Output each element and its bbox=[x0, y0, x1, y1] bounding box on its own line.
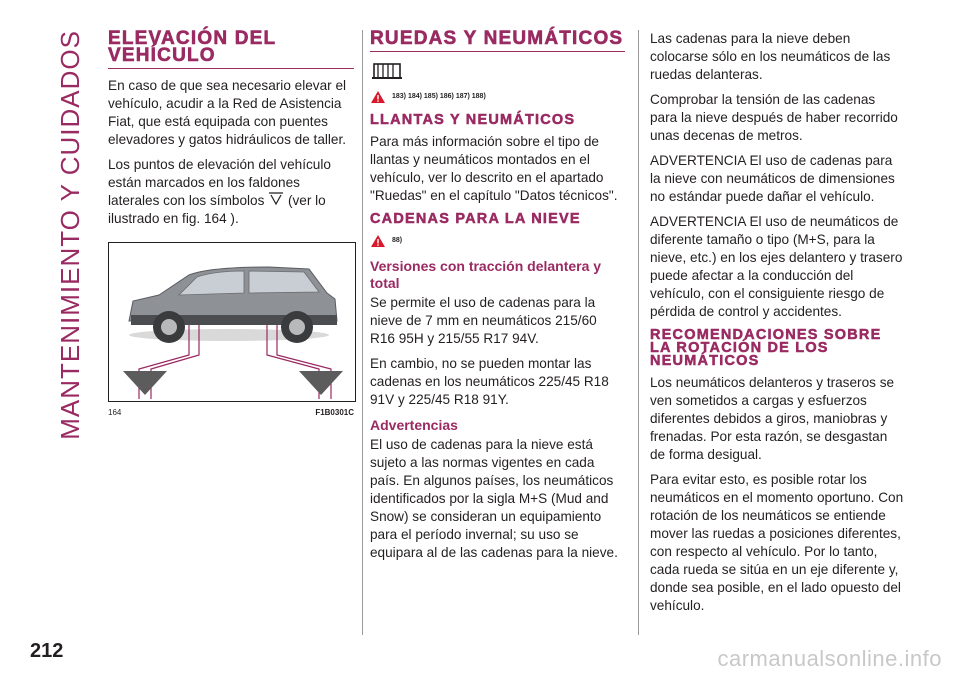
references-row bbox=[370, 232, 625, 250]
column-divider bbox=[638, 30, 639, 635]
paragraph: Las cadenas para la nieve deben colocarse sólo en los neumáticos de las ruedas delanteras. bbox=[650, 31, 891, 82]
paragraph: Para más información sobre el tipo de llantas y neumáticos montados en el vehículo, ver lo descrito en el apartado "Ruedas" en el capítulo "Datos técnicos". bbox=[370, 134, 618, 203]
paragraph: En cambio, no se pueden montar las cadenas en los neumáticos 225/45 R18 91V y 225/45 R18 91Y. bbox=[370, 356, 609, 407]
column-chains-rotation bbox=[650, 30, 905, 622]
heading-traction-versions: Versiones con tracción delantera y total bbox=[370, 258, 602, 291]
paragraph: Se permite el uso de cadenas para la nieve de 7 mm en neumáticos 215/60 R16 95H y 215/55 R17 94V. bbox=[370, 295, 597, 346]
subheading-snow-chains: CADENAS PARA LA NIEVE bbox=[370, 211, 581, 227]
column-wheels-tires bbox=[370, 30, 625, 569]
figure-code: F1B0301C bbox=[315, 408, 354, 417]
section-heading-lifting: ELEVACIÓN DEL VEHÍCULO bbox=[108, 30, 354, 69]
paragraph bbox=[108, 156, 354, 228]
chapter-title-text: MANTENIMIENTO Y CUIDADOS bbox=[54, 30, 85, 440]
reference-numbers: 88) bbox=[392, 237, 403, 244]
references-row bbox=[370, 88, 625, 106]
reference-numbers: 183) 184) 185) 186) 187) 188) bbox=[392, 93, 486, 100]
tire-chain-icon bbox=[370, 60, 404, 82]
subheading-rims-tires: LLANTAS Y NEUMÁTICOS bbox=[370, 112, 576, 128]
paragraph: Los neumáticos delanteros y traseros se ven sometidos a cargas y esfuerzos diferentes debidos a giros, maniobras y frenadas. Por esta razón, se desgastan de forma desigual. bbox=[650, 375, 895, 462]
page-number: 212 bbox=[30, 640, 64, 662]
paragraph: ADVERTENCIA El uso de neumáticos de diferente tamaño o tipo (M+S, para la nieve, etc.) en los ejes delantero y trasero puede afectar a la conducción del vehículo, con el consiguiente riesgo de pérdida de control y accidentes. bbox=[650, 214, 903, 319]
heading-warnings: Advertencias bbox=[370, 417, 458, 433]
paragraph: El uso de cadenas para la nieve está sujeto a las normas vigentes en cada país. En algunos países, los neumáticos identificados por la sigla M+S (Mud and Snow) se consideran un equipamiento para el período invernal; su uso se equipara al de las cadenas para la nieve. bbox=[370, 437, 618, 560]
warning-triangle-icon bbox=[370, 90, 386, 104]
paragraph-text: Los puntos de elevación del vehículo están marcados en los faldones laterales con los símbolos bbox=[108, 157, 331, 208]
paragraph-text: (ver lo ilustrado en fig. 164 ). bbox=[108, 193, 326, 226]
paragraph: ADVERTENCIA El uso de cadenas para la nieve con neumáticos de dimensiones no estándar puede dañar el vehículo. bbox=[650, 153, 895, 204]
column-divider bbox=[362, 30, 363, 635]
vehicle-illustration bbox=[109, 243, 355, 401]
figure-vehicle-lift-points bbox=[108, 242, 356, 402]
figure-number: 164 bbox=[108, 408, 122, 417]
watermark: carmanualsonline.info bbox=[717, 646, 942, 671]
figure-caption bbox=[108, 404, 354, 422]
paragraph: Para evitar esto, es posible rotar los neumáticos en el momento oportuno. Con rotación de los neumáticos se entiende mover las ruedas a posiciones diferentes, con respecto al vehículo. Por lo tanto, cada rueda se sitúa en un eje diferente y, donde sea posible, en el lado opuesto del vehículo. bbox=[650, 472, 904, 613]
chapter-side-title bbox=[50, 30, 90, 440]
lift-point-symbol-icon bbox=[268, 192, 284, 206]
column-lifting bbox=[108, 30, 354, 422]
paragraph: Comprobar la tensión de las cadenas para la nieve después de haber recorrido unas decenas de metros. bbox=[650, 92, 898, 143]
tire-chain-icon-row bbox=[370, 60, 625, 82]
warning-triangle-icon bbox=[370, 234, 386, 248]
section-heading-wheels: RUEDAS Y NEUMÁTICOS bbox=[370, 30, 625, 52]
paragraph: En caso de que sea necesario elevar el vehículo, acudir a la Red de Asistencia Fiat, que está equipada con puentes elevadores y gatos hidráulicos de taller. bbox=[108, 78, 347, 147]
subheading-tire-rotation: RECOMENDACIONES SOBRE LA ROTACIÓN DE LOS NEUMÁTICOS bbox=[650, 327, 882, 369]
